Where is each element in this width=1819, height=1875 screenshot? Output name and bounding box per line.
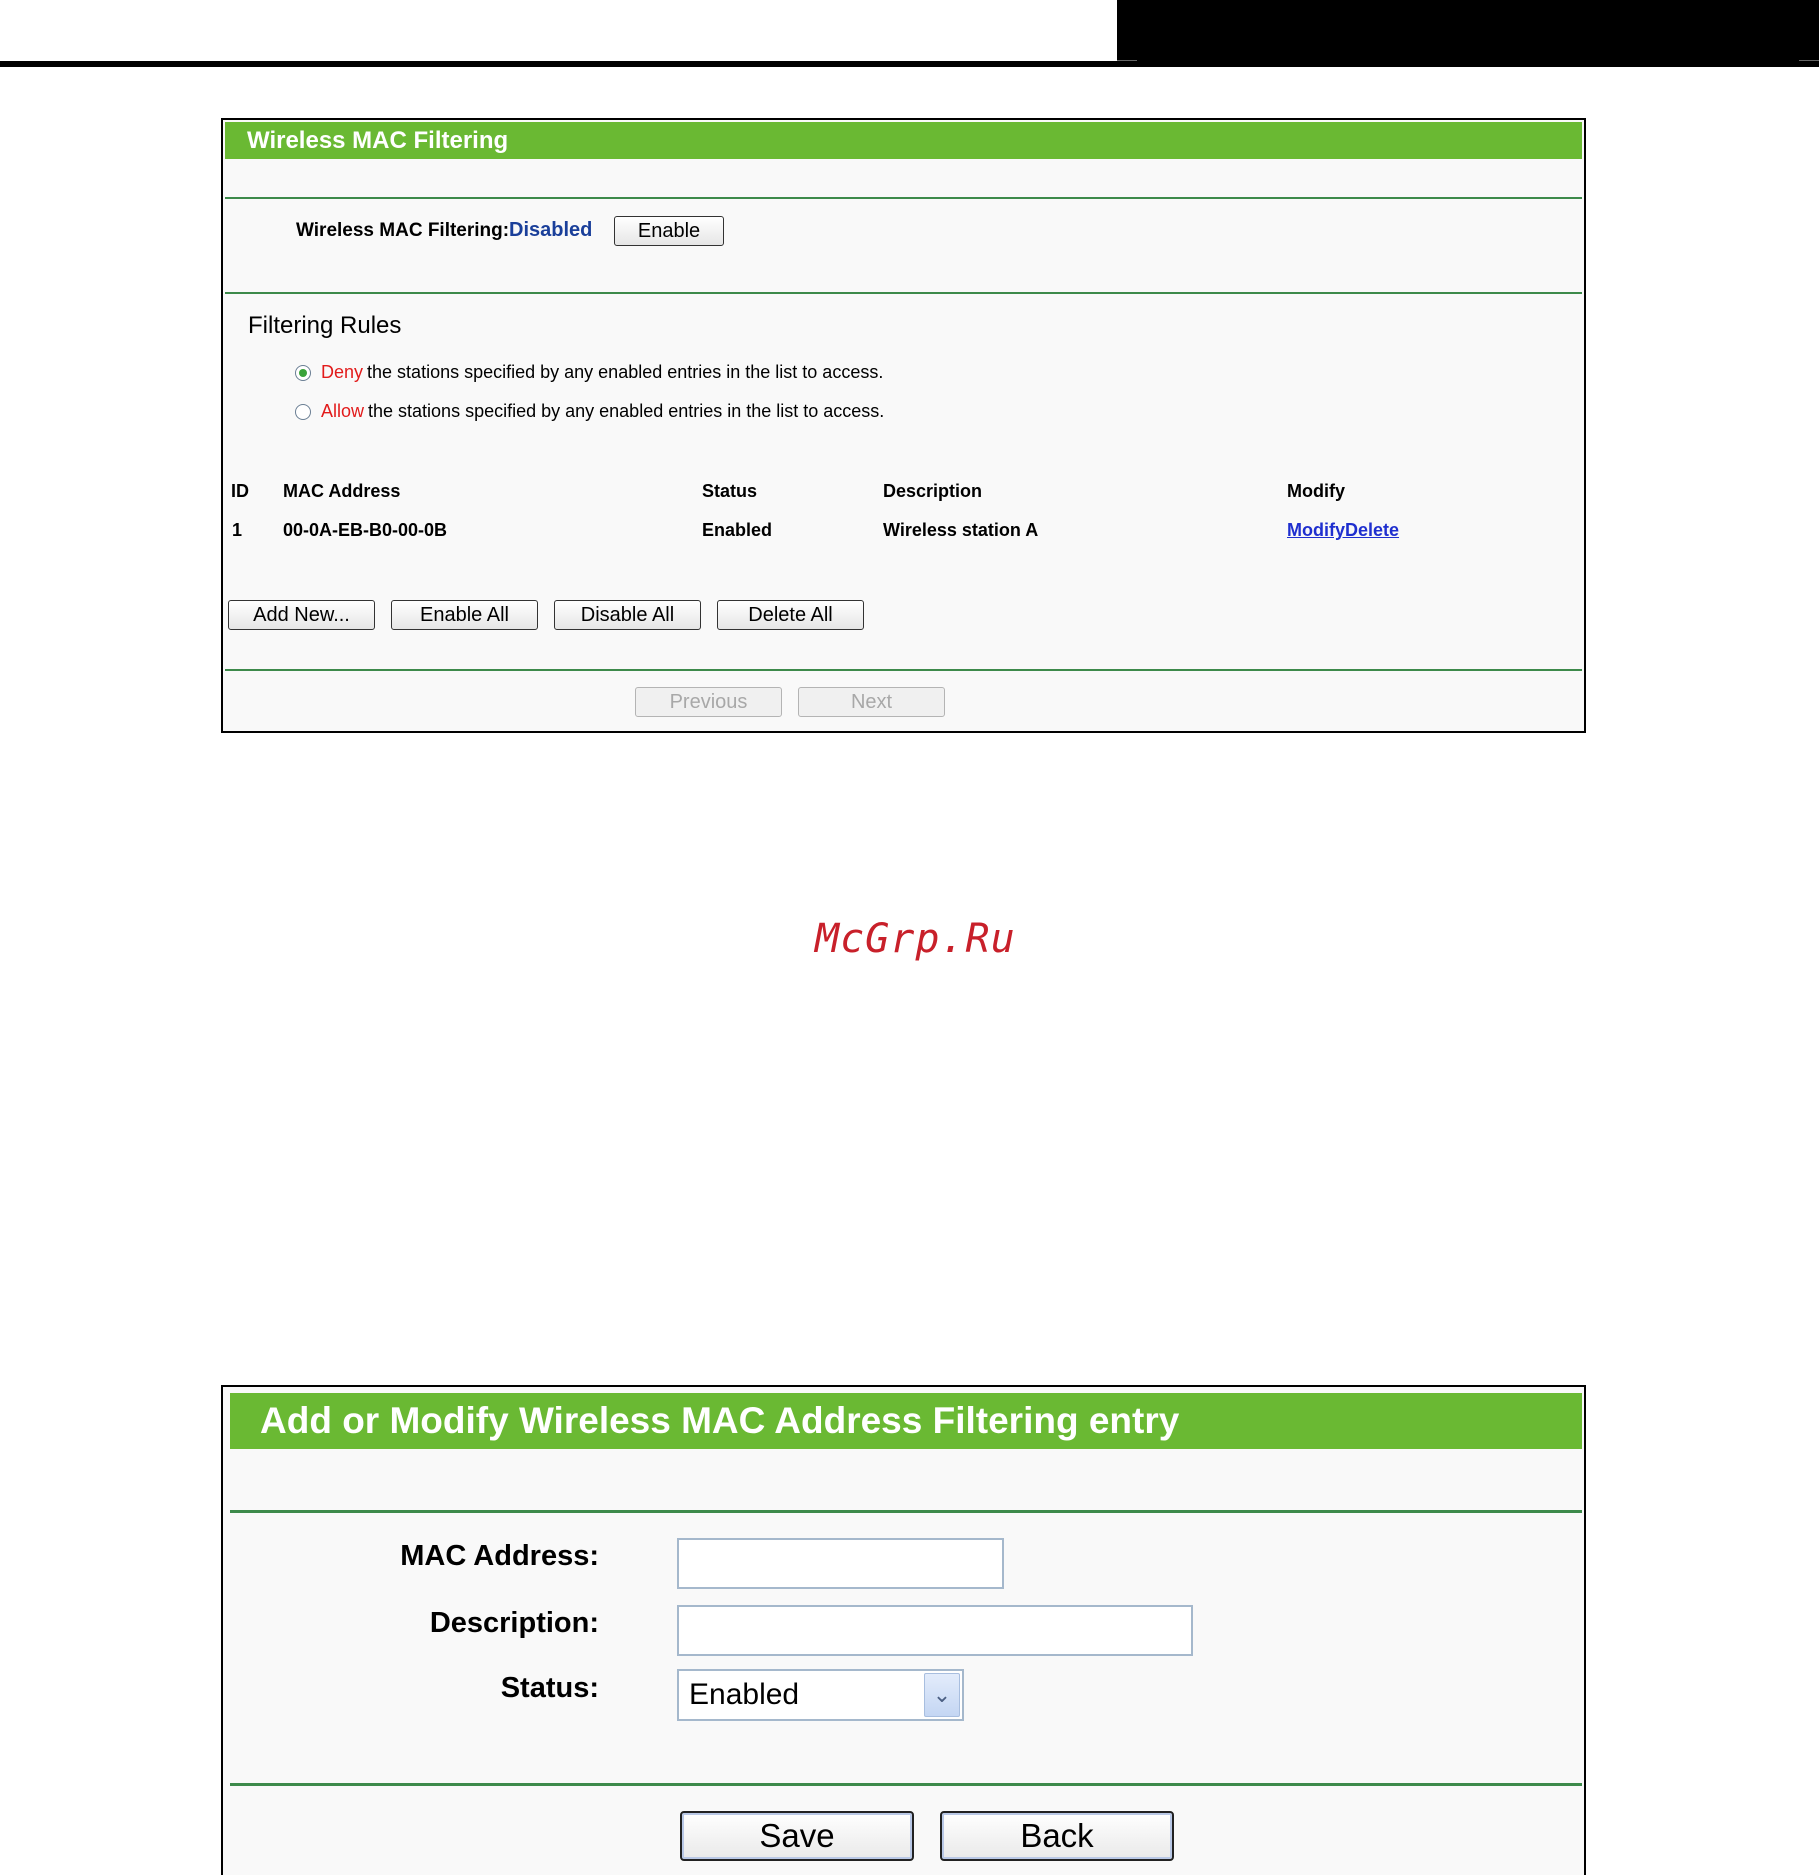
filtering-rules-title: Filtering Rules bbox=[248, 312, 402, 339]
watermark-text: McGrp.Ru bbox=[815, 916, 1016, 962]
description-label: Description: bbox=[429, 1607, 599, 1639]
divider bbox=[230, 1510, 1582, 1513]
allow-rule-option[interactable] bbox=[295, 401, 884, 422]
divider bbox=[225, 292, 1582, 294]
save-button[interactable]: Save bbox=[680, 1811, 914, 1861]
page-header-rule bbox=[0, 61, 1819, 67]
panel-title: Add or Modify Wireless MAC Address Filtering entry bbox=[260, 1400, 1180, 1441]
row-id: 1 bbox=[232, 520, 243, 540]
add-modify-entry-panel bbox=[221, 1385, 1586, 1875]
description-input[interactable] bbox=[677, 1605, 1193, 1656]
disable-all-button[interactable]: Disable All bbox=[554, 600, 701, 630]
page-header-block bbox=[1117, 0, 1819, 63]
next-button[interactable]: Next bbox=[798, 687, 945, 717]
col-header-description: Description bbox=[883, 481, 983, 501]
divider bbox=[225, 669, 1582, 671]
col-header-id: ID bbox=[231, 481, 249, 501]
back-button[interactable]: Back bbox=[940, 1811, 1174, 1861]
panel-title: Wireless MAC Filtering bbox=[247, 127, 509, 154]
modify-link[interactable]: Modify bbox=[1287, 520, 1345, 540]
allow-radio[interactable] bbox=[295, 404, 311, 420]
deny-text: the stations specified by any enabled entries in the list to access. bbox=[367, 362, 884, 382]
panel-header bbox=[225, 122, 1582, 159]
deny-radio[interactable] bbox=[295, 365, 311, 381]
status-label: Status: bbox=[500, 1672, 599, 1704]
divider bbox=[225, 197, 1582, 199]
row-description: Wireless station A bbox=[883, 520, 1039, 540]
col-header-mac: MAC Address bbox=[283, 481, 401, 501]
allow-word: Allow bbox=[321, 401, 365, 421]
enable-button[interactable]: Enable bbox=[614, 216, 724, 246]
delete-all-button[interactable]: Delete All bbox=[717, 600, 864, 630]
filter-status: Disabled bbox=[509, 219, 593, 241]
filter-label: Wireless MAC Filtering: bbox=[296, 220, 510, 241]
col-header-modify: Modify bbox=[1287, 481, 1345, 501]
status-select[interactable] bbox=[677, 1669, 964, 1721]
col-header-status: Status bbox=[702, 481, 758, 501]
row-status: Enabled bbox=[702, 520, 773, 540]
panel-header bbox=[230, 1393, 1582, 1449]
status-select-value: Enabled bbox=[689, 1678, 800, 1711]
delete-link[interactable]: Delete bbox=[1345, 520, 1400, 540]
previous-button[interactable]: Previous bbox=[635, 687, 782, 717]
row-mac: 00-0A-EB-B0-00-0B bbox=[283, 520, 448, 540]
mac-address-input[interactable] bbox=[677, 1538, 1004, 1589]
chevron-down-icon[interactable]: ⌄ bbox=[924, 1673, 960, 1717]
mac-filtering-panel bbox=[221, 118, 1586, 733]
enable-all-button[interactable]: Enable All bbox=[391, 600, 538, 630]
allow-text: the stations specified by any enabled entries in the list to access. bbox=[368, 401, 885, 421]
deny-rule-option[interactable] bbox=[295, 362, 883, 383]
deny-word: Deny bbox=[321, 362, 364, 382]
mac-address-label: MAC Address: bbox=[400, 1540, 599, 1572]
add-new-button[interactable]: Add New... bbox=[228, 600, 375, 630]
divider bbox=[230, 1783, 1582, 1786]
